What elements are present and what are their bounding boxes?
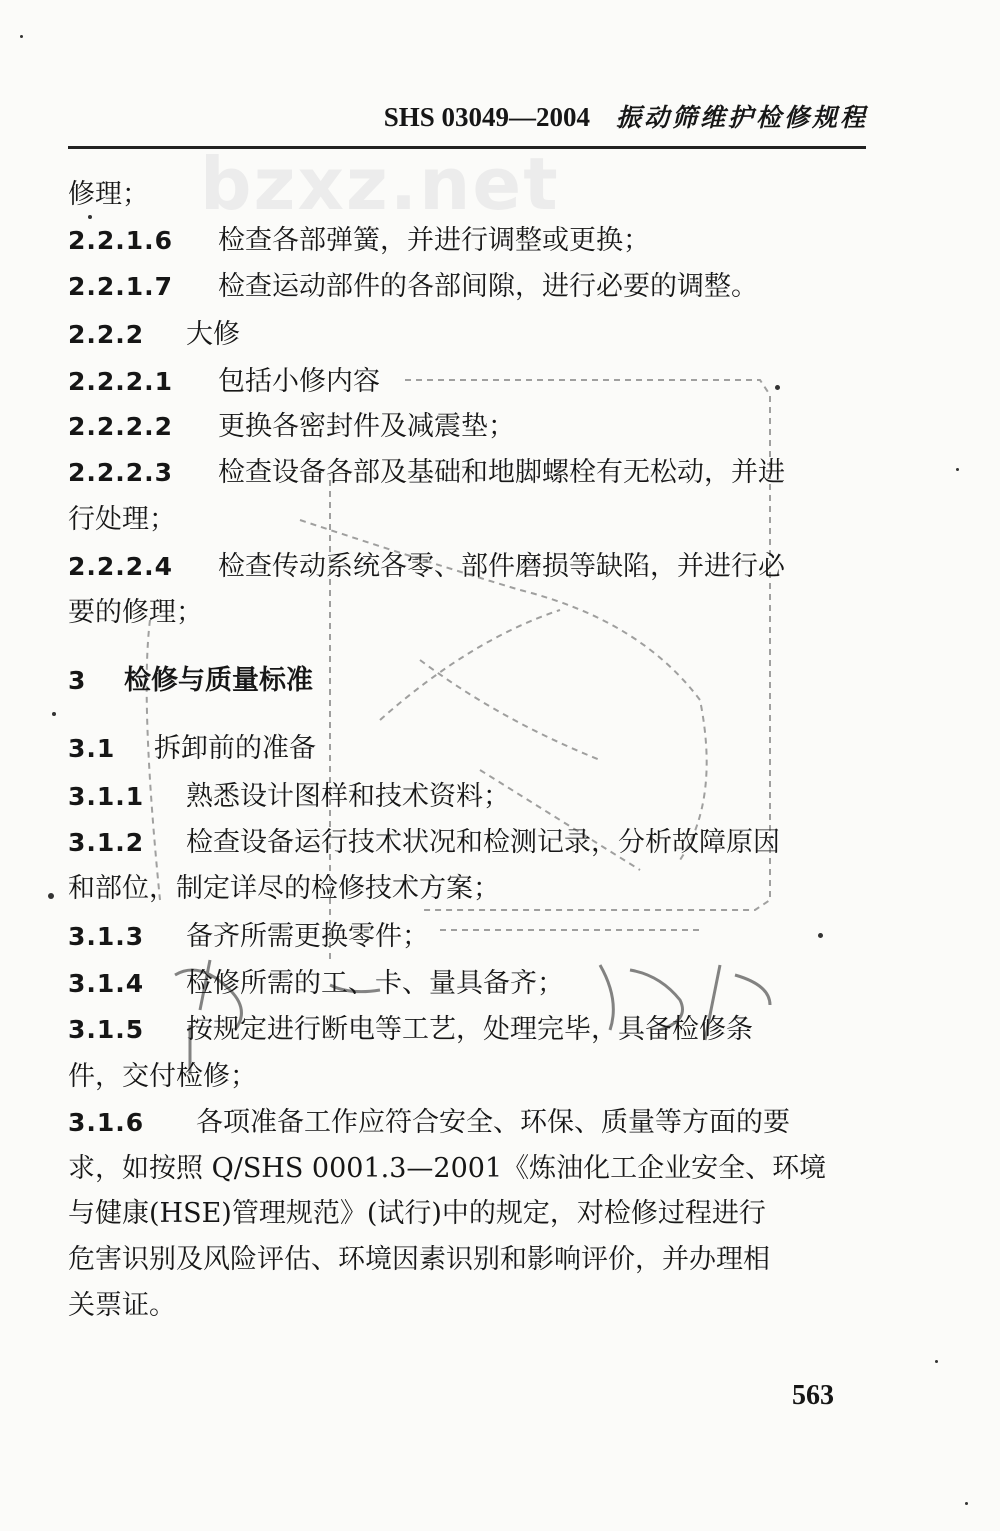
clause-number: 2.2.2.2 xyxy=(68,412,174,441)
standard-code: SHS 03049—2004 xyxy=(383,102,590,132)
clause-number: 2.2.1.7 xyxy=(68,272,174,301)
clause-number: 3.1.1 xyxy=(68,782,145,811)
clause-text: 按规定进行断电等工艺，处理完毕，具备检修条 xyxy=(186,1014,753,1045)
clause-text: 要的修理； xyxy=(68,597,203,628)
section-heading: 检修与质量标准 xyxy=(124,665,313,696)
clause-text: 关票证。 xyxy=(68,1290,176,1321)
clause-text: 和部位，制定详尽的检修技术方案； xyxy=(68,873,500,904)
text-line xyxy=(68,1013,753,1047)
clause-text: 检查设备各部及基础和地脚螺栓有无松动，并进 xyxy=(218,457,785,488)
clause-text: 各项准备工作应符合安全、环保、质量等方面的要 xyxy=(196,1107,790,1138)
page-number: 563 xyxy=(792,1380,834,1411)
clause-text: 包括小修内容 xyxy=(218,366,380,397)
text-line xyxy=(68,826,780,860)
text-line xyxy=(68,178,149,212)
clause-number: 3.1 xyxy=(68,734,116,763)
clause-text: 行处理； xyxy=(68,504,176,535)
text-line xyxy=(68,365,380,399)
text-line xyxy=(68,456,785,490)
clause-text: 检查设备运行技术状况和检测记录，分析故障原因 xyxy=(186,827,780,858)
clause-number: 2.2.2.1 xyxy=(68,367,174,396)
site-watermark: bzxz.net xyxy=(200,142,560,226)
text-line xyxy=(68,1106,790,1140)
text-line xyxy=(68,318,240,352)
clause-number: 3.1.6 xyxy=(68,1108,145,1137)
text-line xyxy=(68,732,316,766)
clause-text: 检查各部弹簧，并进行调整或更换； xyxy=(218,225,650,256)
text-line xyxy=(68,503,176,537)
text-line xyxy=(68,1243,770,1277)
clause-text: 检查传动系统各零、部件磨损等缺陷，并进行必 xyxy=(218,551,785,582)
text-line xyxy=(68,1060,257,1094)
clause-number: 2.2.1.6 xyxy=(68,226,174,255)
clause-text: 备齐所需更换零件； xyxy=(186,921,429,952)
text-line xyxy=(68,872,500,906)
text-line xyxy=(68,967,564,1001)
text-line xyxy=(68,224,650,258)
text-line xyxy=(68,596,203,630)
clause-number: 3.1.2 xyxy=(68,828,145,857)
clause-text: 与健康(HSE)管理规范》(试行)中的规定，对检修过程进行 xyxy=(68,1198,766,1229)
clause-text: 熟悉设计图样和技术资料； xyxy=(186,781,510,812)
text-line xyxy=(68,1197,766,1231)
clause-number: 3.1.4 xyxy=(68,969,145,998)
clause-text: 拆卸前的准备 xyxy=(154,733,316,764)
clause-text: 件，交付检修； xyxy=(68,1061,257,1092)
clause-text: 检修所需的工、卡、量具备齐； xyxy=(186,968,564,999)
clause-number: 3.1.3 xyxy=(68,922,145,951)
clause-number: 2.2.2.3 xyxy=(68,458,174,487)
text-line xyxy=(68,1289,176,1323)
text-line xyxy=(68,1152,826,1186)
clause-text: 大修 xyxy=(186,319,240,350)
clause-text: 修理； xyxy=(68,179,149,210)
clause-text: 检查运动部件的各部间隙，进行必要的调整。 xyxy=(218,271,758,302)
text-line xyxy=(68,664,313,698)
text-line xyxy=(68,780,510,814)
text-line xyxy=(68,550,785,584)
text-line xyxy=(68,270,758,304)
clause-number: 3 xyxy=(68,666,87,695)
text-line xyxy=(68,920,429,954)
text-line xyxy=(68,410,515,444)
clause-text: 求，如按照 Q/SHS 0001.3—2001《炼油化工企业安全、环境 xyxy=(68,1153,827,1184)
document-title: 振动筛维护检修规程 xyxy=(615,103,868,132)
clause-text: 更换各密封件及减震垫； xyxy=(218,411,515,442)
clause-number: 2.2.2 xyxy=(68,320,145,349)
clause-number: 2.2.2.4 xyxy=(68,552,174,581)
clause-text: 危害识别及风险评估、环境因素识别和影响评价，并办理相 xyxy=(68,1244,770,1275)
clause-number: 3.1.5 xyxy=(68,1015,145,1044)
